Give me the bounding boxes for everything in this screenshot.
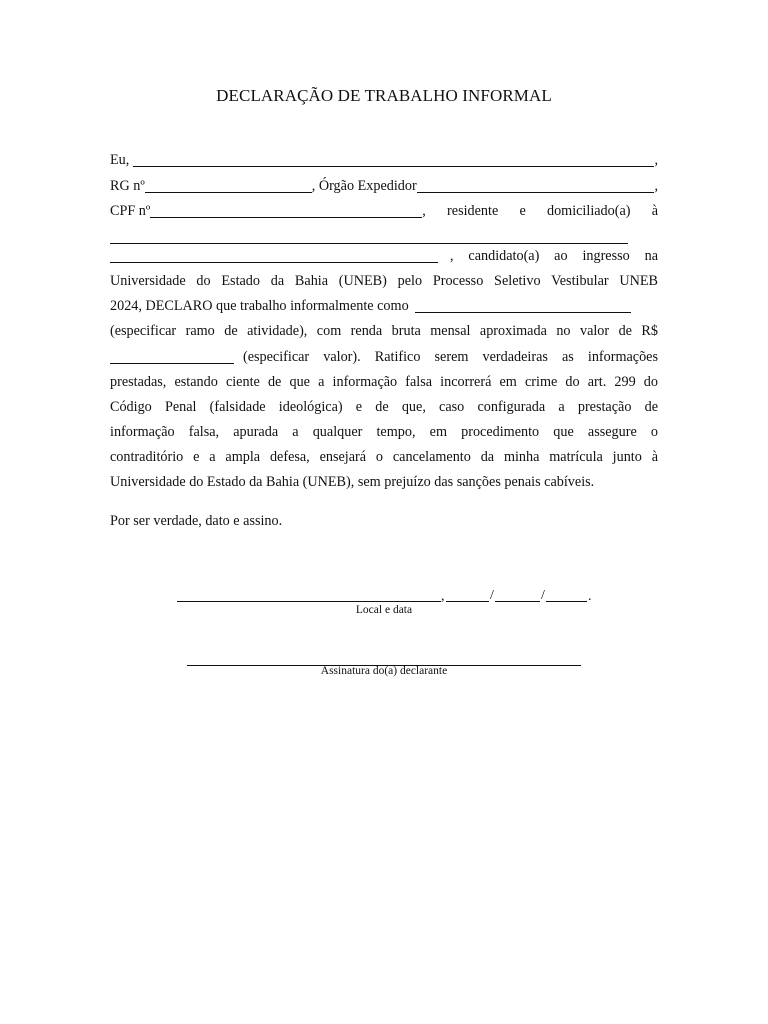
eu-label: Eu, [110,152,130,168]
rg-label: RG nº [110,178,145,194]
name-line-suffix: , [654,152,658,168]
renda-line [110,346,658,369]
signature-caption: Assinatura do(a) declarante [320,665,448,677]
renda-field-blank[interactable] [110,363,234,364]
rg-line [110,175,658,198]
closing-text: Por ser verdade, dato e assino. [110,513,283,529]
local-field-blank[interactable] [177,601,441,602]
declaro-text: 2024, DECLARO que trabalho informalmente como [110,298,409,314]
name-line [110,149,658,172]
address-continuation-blank[interactable] [110,262,438,263]
date-slash-2: / [541,588,545,603]
body-line-13: Universidade do Estado da Bahia (UNEB), sem prejuízo das sanções penais cabíveis. [110,474,595,490]
cpf-line [110,200,658,223]
body-line-5: Universidade do Estado da Bahia (UNEB) pelo Processo Seletivo Vestibular UNEB [110,273,658,289]
residente-text: , residente e domiciliado(a) à [422,203,658,219]
rg-field-blank[interactable] [145,192,312,193]
local-data-caption: Local e data [355,604,413,616]
date-comma: , [441,589,445,604]
ocupacao-field-blank[interactable] [415,312,631,313]
body-line-10: Código Penal (falsidade ideológica) e de que, caso configurada a prestação de [110,399,658,415]
cpf-field-blank[interactable] [150,217,422,218]
year-field-blank[interactable] [546,601,587,602]
ocupacao-line [110,295,658,318]
orgao-field-blank[interactable] [417,192,655,193]
month-field-blank[interactable] [495,601,540,602]
date-period: . [588,589,592,604]
page-title: DECLARAÇÃO DE TRABALHO INFORMAL [216,86,552,105]
date-slash-1: / [490,588,494,603]
orgao-label: , Órgão Expedidor [311,178,417,194]
candidato-text: , candidato(a) ao ingresso na [450,248,658,264]
body-line-12: contraditório e a ampla defesa, ensejará o cancelamento da minha matrícula junto à [110,449,658,465]
name-field-blank[interactable] [133,166,654,167]
ratifico-text: (especificar valor). Ratifico serem verdadeiras as informações [243,349,658,365]
cpf-label: CPF nº [110,203,151,219]
rg-line-suffix: , [654,178,658,194]
body-line-7: (especificar ramo de atividade), com renda bruta mensal aproximada no valor de R$ [110,323,658,339]
body-line-9: prestadas, estando ciente de que a informação falsa incorrerá em crime do art. 299 do [110,374,658,390]
body-line-11: informação falsa, apurada a qualquer tempo, em procedimento que assegure o [110,424,658,440]
day-field-blank[interactable] [446,601,489,602]
address-field-blank[interactable] [110,243,628,244]
candidato-line [110,245,658,268]
